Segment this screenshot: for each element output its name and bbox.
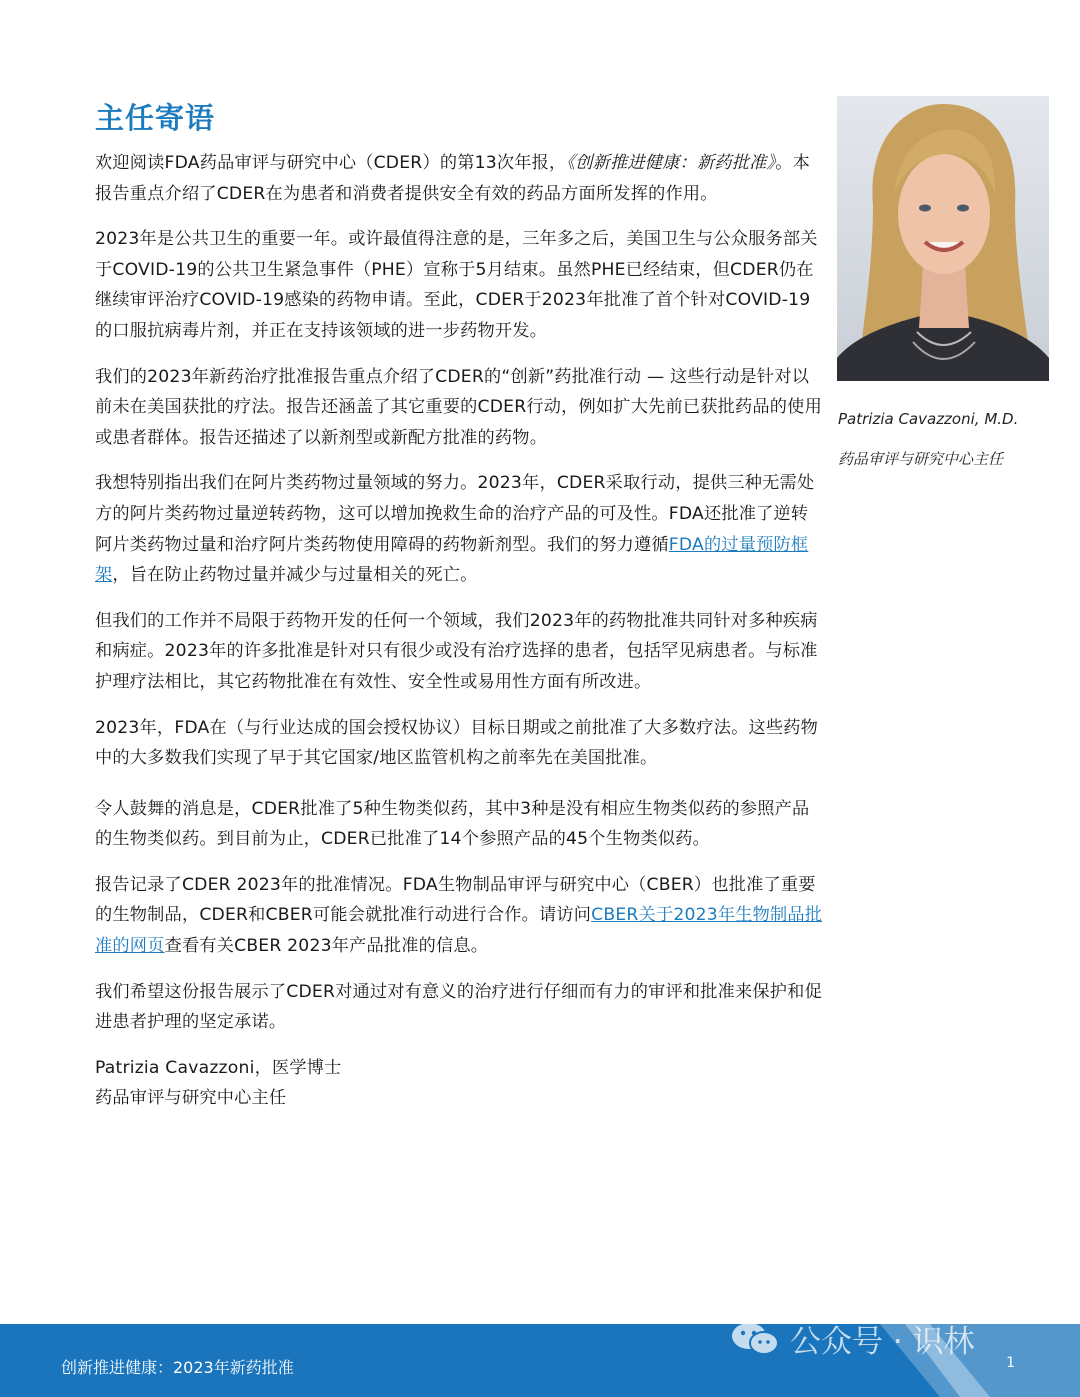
footer-report-title: 创新推进健康：2023年新药批准	[61, 1358, 294, 1377]
page-number: 1	[1006, 1355, 1015, 1371]
signature-name: Patrizia Cavazzoni，医学博士	[95, 1057, 342, 1078]
paragraph-opioid: 我想特别指出我们在阿片类药物过量领域的努力。2023年，CDER采取行动，提供三种无需处方的阿片类药物过量逆转药物，这可以增加挽救生命的治疗产品的可及性。FDA还批准了逆转阿片类药物过量和治疗阿片类药物使用障碍的药物新剂型。我们的努力遵循FDA的过量预防框架，旨在防止药物过量并减少与过量相关的死亡。	[95, 473, 815, 586]
page-title: 主任寄语	[95, 101, 216, 135]
paragraph-cber: 报告记录了CDER 2023年的批准情况。FDA生物制品审评与研究中心（CBER）也批准了重要的生物制品，CDER和CBER可能会就批准行动进行合作。请访问CBER关于2023年生物制品批准的网页查看有关CBER 2023年产品批准的信息。	[95, 874, 823, 957]
wechat-icon	[730, 1324, 780, 1355]
photo-caption-role: 药品审评与研究中心主任	[838, 450, 1004, 468]
watermark	[730, 1324, 975, 1358]
report-title: 《创新推进健康：新药批准》	[566, 153, 776, 173]
paragraph-target-dates: 2023年，FDA在（与行业达成的国会授权协议）目标日期或之前批准了大多数疗法。这些药物中的大多数我们实现了早于其它国家/地区监管机构之前率先在美国批准。	[95, 717, 819, 769]
paragraph-diseases: 但我们的工作并不局限于药物开发的任何一个领域，我们2023年的药物批准共同针对多种疾病和病症。2023年的许多批准是针对只有很少或没有治疗选择的患者，包括罕见病患者。与标准护理疗法相比，其它药物批准在有效性、安全性或易用性方面有所改进。	[95, 610, 818, 692]
paragraph-intro: 欢迎阅读FDA药品审评与研究中心（CDER）的第13次年报，《创新推进健康：新药批准》。本报告重点介绍了CDER在为患者和消费者提供安全有效的药品方面所发挥的作用。	[95, 153, 811, 204]
footer-bar	[0, 1324, 1080, 1397]
letter-body	[95, 148, 825, 1114]
watermark-text: 公众号 · 识林	[790, 1324, 975, 1360]
overdose-framework-link[interactable]: FDA的过量预防框架	[95, 534, 809, 586]
paragraph-biosimilars: 令人鼓舞的消息是，CDER批准了5种生物类似药，其中3种是没有相应生物类似药的参照产品的生物类似药。到目前为止，CDER已批准了14个参照产品的45个生物类似药。	[95, 798, 810, 850]
paragraph-covid: 2023年是公共卫生的重要一年。或许最值得注意的是，三年多之后，美国卫生与公众服务部关于COVID-19的公共卫生紧急事件（PHE）宣称于5月结束。虽然PHE已经结束，但CDER仍在继续审评治疗COVID-19感染的药物申请。至此，CDER于2023年批准了首个针对COVID-19的口服抗病毒片剂，并正在支持该领域的进一步药物开发。	[95, 229, 818, 341]
paragraph-commitment: 我们希望这份报告展示了CDER对通过对有意义的治疗进行仔细而有力的审评和批准来保护和促进患者护理的坚定承诺。	[95, 981, 822, 1033]
paragraph-novel-approvals: 我们的2023年新药治疗批准报告重点介绍了CDER的“创新”药批准行动 — 这些行动是针对以前未在美国获批的疗法。报告还涵盖了其它重要的CDER行动，例如扩大先前已获批药品的使用或患者群体。报告还描述了以新剂型或新配方批准的药物。	[95, 366, 822, 448]
signature-role: 药品审评与研究中心主任	[95, 1088, 287, 1109]
director-portrait	[837, 96, 1049, 381]
portrait-illustration	[837, 96, 1049, 381]
photo-caption-name: Patrizia Cavazzoni, M.D.	[838, 410, 1019, 428]
cber-approvals-link[interactable]: CBER关于2023年生物制品批准的网页	[95, 905, 823, 957]
